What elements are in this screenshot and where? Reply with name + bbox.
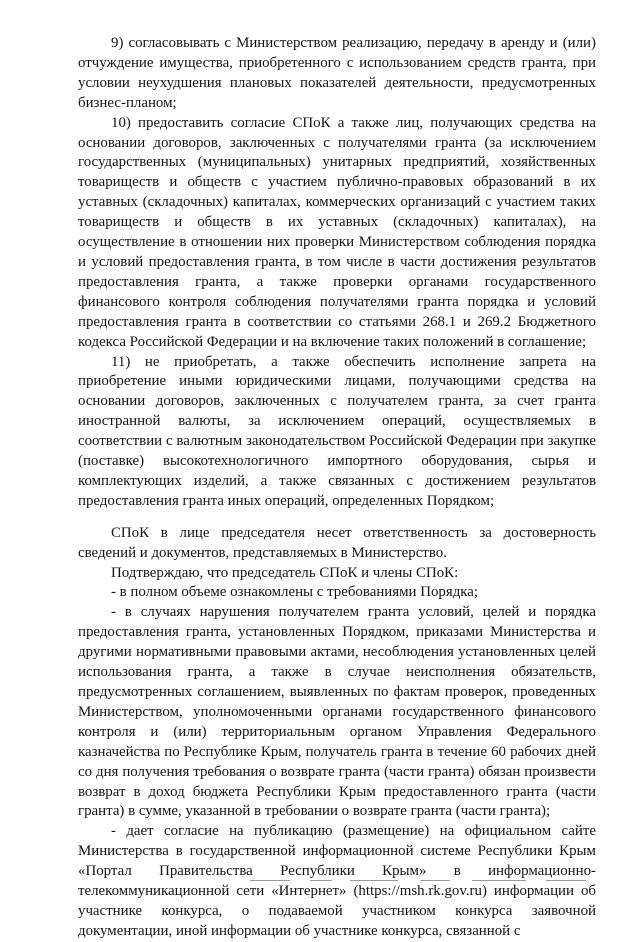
paragraph-responsibility: СПоК в лице председателя несет ответственность за достоверность сведений и документов, представляемых в Министерство. — [78, 524, 596, 561]
paragraph-publication-consent: - дает согласие на публикацию (размещение) на официальном сайте Министерства в государственной информационной системе Республики Крым «Портал Правительства Республики Крым» в информационно-телекоммуникационной сети «Интернет» (https://msh.rk.gov.ru) информации об участнике конкурса, о подаваемой участником конкурса заявочной документации, иной информации об участнике конкурса, связанной с — [78, 823, 596, 939]
paragraph-item-11: 11) не приобретать, а также обеспечить исполнение запрета на приобретение иными юридическими лицами, получающими средства на основании договоров, заключенных с получателем гранта, за счет гранта иностранной валюты, за исключением операций, осуществляемых в соответствии с валютным законодательством Российской Федерации при закупке (поставке) высокотехнологичного импортного оборудования, сырья и комплектующих изделий, а также связанных с достижением результатов предоставления гранта иных операций, определенных Порядком; — [78, 353, 596, 509]
paragraph-grant-refund: - в случаях нарушения получателем гранта условий, целей и порядка предоставления гранта, установленных Порядком, приказами Министерства и другими нормативными правовыми актами, несоблюдения установленных целей использования гранта, а также в случае неисполнения обязательств, предусмотренных соглашением, выявленных по фактам проверок, проведенных Министерством, уполномоченными органами государственного финансового контроля и (или) территориальным органом Управления Федерального казначейства по Республике Крым, получатель гранта в течение 60 рабочих дней со дня получения требования о возврате гранта (части гранта) обязан произвести возврат в доход бюджета Республики Крым предоставленного гранта (части гранта) в сумме, указанной в требовании о возврате гранта (части гранта); — [78, 604, 596, 820]
footer-scan-lines — [250, 880, 590, 884]
paragraph-item-9: 9) согласовывать с Министерством реализацию, передачу в аренду и (или) отчуждение имущества, приобретенного с использованием средств гранта, при условии неухудшения плановых показателей деятельности, предусмотренных бизнес-планом; — [78, 35, 596, 111]
paragraph-confirmation: Подтверждаю, что председатель СПоК и члены СПоК: — [111, 564, 459, 581]
paragraph-familiarized: - в полном объеме ознакомлены с требованиями Порядка; — [111, 584, 479, 601]
paragraph-item-10: 10) предоставить согласие СПоК а также лиц, получающих средства на основании договоров, заключенных с получателями гранта (за исключением государственных (муниципальных) унитарных предприятий, хозяйственных товариществ и обществ с участием публично-правовых образований в их уставных (складочных) капиталах, коммерческих организаций с участием таких товариществ и обществ в их уставных (складочных) капиталах), на осуществление в отношении них проверки Министерством соблюдения порядка и условий предоставления гранта, в том числе в части достижения результатов предоставления гранта, а также проверки органами государственного финансового контроля соблюдения получателями гранта порядка и условий предоставления гранта в соответствии со статьями 268.1 и 269.2 Бюджетного кодекса Российской Федерации и на включение таких положений в соглашение; — [78, 114, 596, 350]
